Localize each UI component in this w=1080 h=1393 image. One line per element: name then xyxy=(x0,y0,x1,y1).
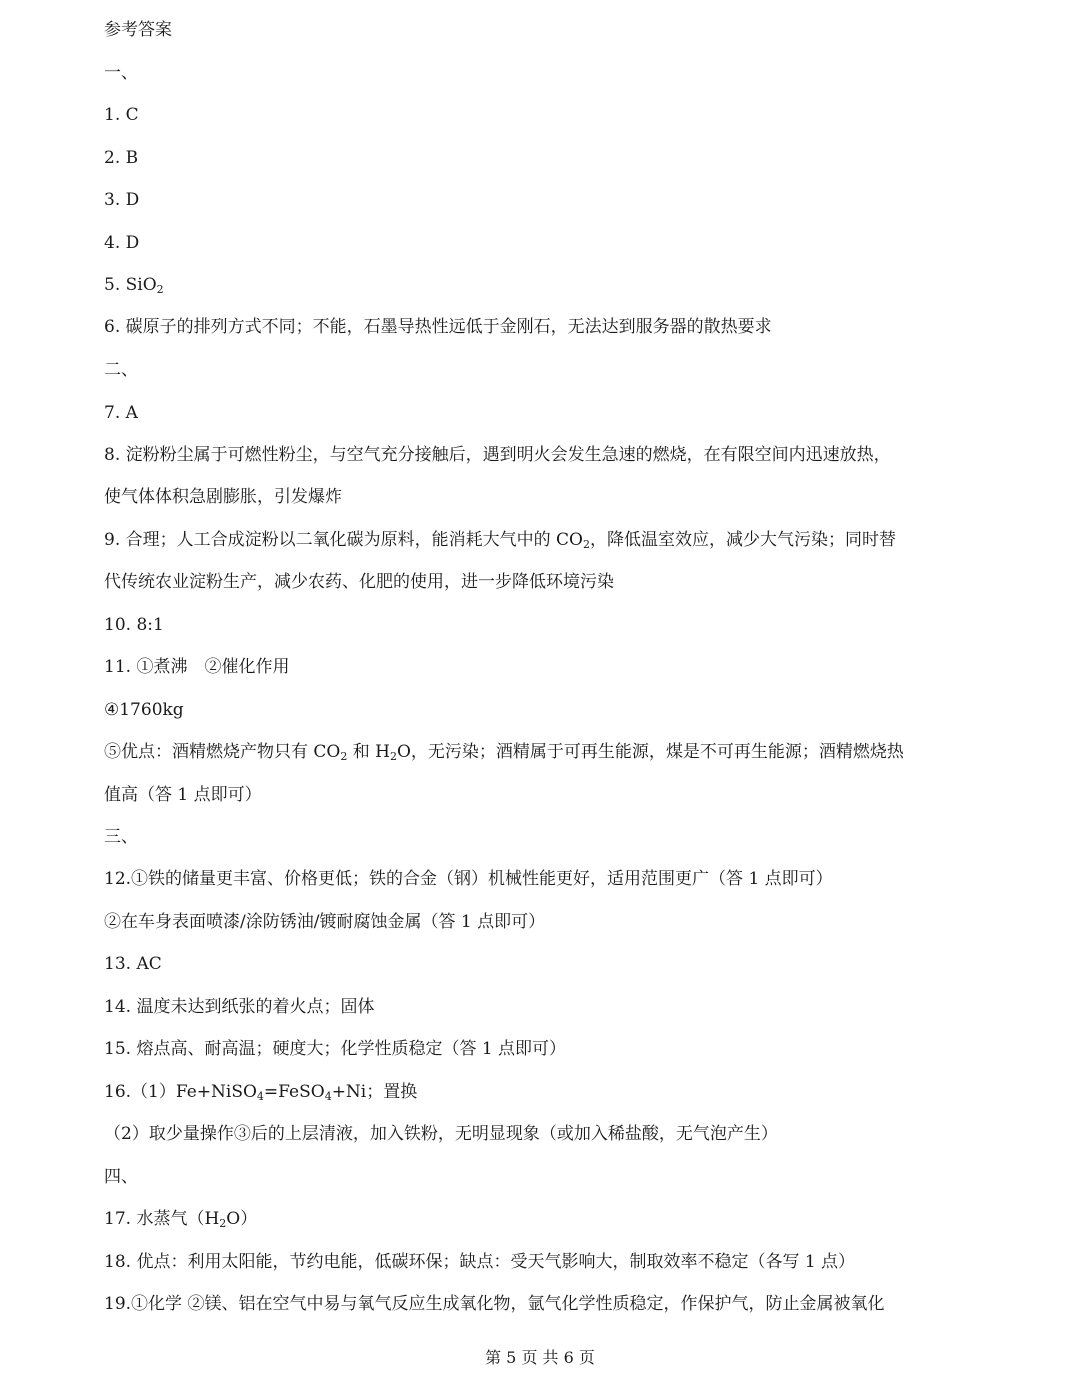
answer-13: 13. AC xyxy=(104,954,162,974)
answer-17: 17. 水蒸气$(H_2O)$ xyxy=(104,1209,258,1230)
answer-10: 10. 8:1 xyxy=(104,615,164,635)
answer-3: 3. D xyxy=(104,190,140,210)
answer-12-line-2: ②在车身表面喷漆/涂防锈油/镀耐腐蚀金属（答 1 点即可） xyxy=(104,912,546,932)
answer-11-line-3: ⑤优点：酒精燃烧产物只有 $CO_2$ 和 $H_2O$，无污染；酒精属于可再生能源，煤是不可再生能源；酒精燃烧热 xyxy=(104,742,904,763)
answer-9-line-1: 9. 合理；人工合成淀粉以二氧化碳为原料，能消耗大气中的 $CO_2$，降低温室效应，减少大气污染；同时替 xyxy=(104,530,896,551)
answer-4: 4. D xyxy=(104,233,140,253)
answer-8-line-2: 使气体体积急剧膨胀，引发爆炸 xyxy=(104,487,342,507)
answer-19: 19.①化学 ②镁、铝在空气中易与氧气反应生成氧化物，氩气化学性质稳定，作保护气，防止金属被氧化 xyxy=(104,1294,885,1314)
page-title: 参考答案 xyxy=(104,20,172,40)
answer-16-line-2: （2）取少量操作③后的上层清液，加入铁粉，无明显现象（或加入稀盐酸，无气泡产生） xyxy=(104,1124,778,1144)
answer-8-line-1: 8. 淀粉粉尘属于可燃性粉尘，与空气充分接触后，遇到明火会发生急速的燃烧，在有限空间内迅速放热， xyxy=(104,445,891,465)
answer-16-line-1: 16.（1）Fe+NiSO$_4$=FeSO$_4$+Ni；置换 xyxy=(104,1082,418,1103)
answer-18: 18. 优点：利用太阳能，节约电能，低碳环保；缺点：受天气影响大，制取效率不稳定（各写 1 点） xyxy=(104,1252,856,1272)
answer-9-line-2: 代传统农业淀粉生产，减少农药、化肥的使用，进一步降低环境污染 xyxy=(104,572,614,592)
section-heading-2: 二、 xyxy=(104,360,138,380)
answer-11-line-2: ④1760kg xyxy=(104,700,184,720)
answer-11-line-4: 值高（答 1 点即可） xyxy=(104,785,262,805)
answer-1: 1. C xyxy=(104,105,139,125)
section-heading-1: 一、 xyxy=(104,63,138,83)
answer-5: 5. SiO$_2$ xyxy=(104,275,164,296)
section-heading-4: 四、 xyxy=(104,1167,138,1187)
section-heading-3: 三、 xyxy=(104,827,138,847)
answer-14: 14. 温度未达到纸张的着火点；固体 xyxy=(104,997,375,1017)
answer-15: 15. 熔点高、耐高温；硬度大；化学性质稳定（答 1 点即可） xyxy=(104,1039,567,1059)
answer-7: 7. A xyxy=(104,403,138,423)
answer-11-line-1: 11. ①煮沸 ②催化作用 xyxy=(104,657,290,677)
page-footer: 第 5 页 共 6 页 xyxy=(485,1348,595,1367)
answer-2: 2. B xyxy=(104,148,139,168)
answer-12-line-1: 12.①铁的储量更丰富、价格更低；铁的合金（钢）机械性能更好，适用范围更广（答 1 点即可） xyxy=(104,869,833,889)
answer-6: 6. 碳原子的排列方式不同；不能，石墨导热性远低于金刚石，无法达到服务器的散热要求 xyxy=(104,317,772,337)
